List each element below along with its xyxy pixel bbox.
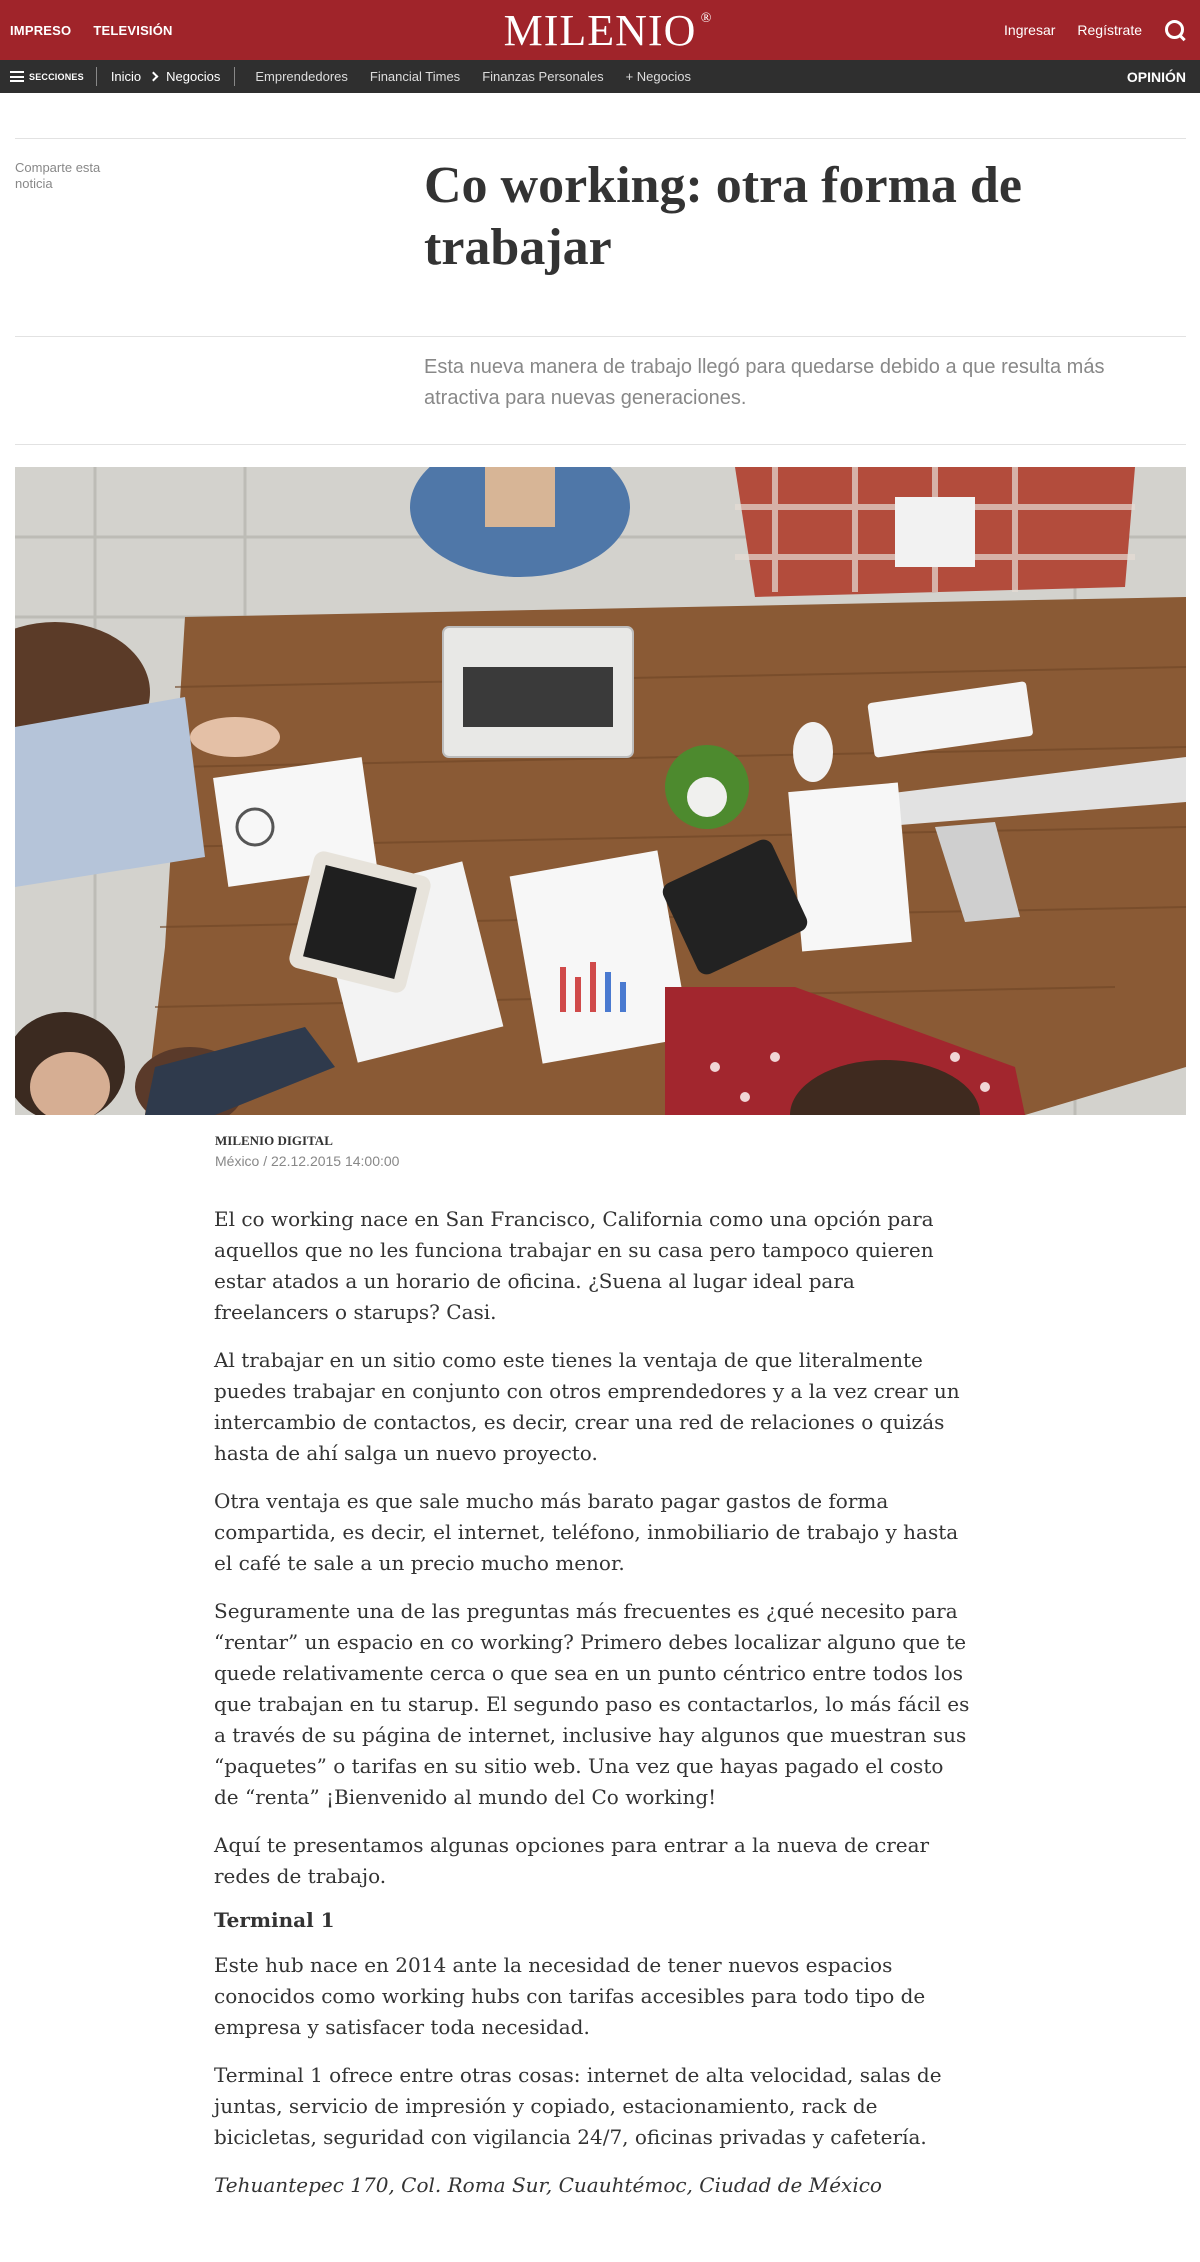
paragraph: Al trabajar en un sitio como este tienes la ventaja de que literalmente puedes trabajar en conjunto con otros emprendedores y a la vez crear un intercambio de contactos, es decir, crear una red de relaciones o quizás hasta de ahí salga un nuevo proyecto. [214,1348,960,1465]
top-right-links [1004,0,1186,60]
hero-image [15,467,1186,1115]
nav-link-emprendedores[interactable]: Emprendedores [255,69,348,84]
subsection-links [235,69,691,84]
paragraph: Otra ventaja es que sale mucho más barato pagar gastos de forma compartida, es decir, el internet, teléfono, inmobiliario de trabajo y hasta el café te sale a un precio mucho menor. [214,1489,959,1575]
sections-label: SECCIONES [29,71,84,82]
television-link[interactable]: TELEVISIÓN [93,22,173,38]
divider-top [15,138,1186,139]
article-summary: Esta nueva manera de trabajo llegó para quedarse debido a que resulta más atractiva para nuevas generaciones. [424,356,1105,409]
chevron-right-icon [149,72,159,82]
register-link[interactable]: Regístrate [1077,22,1142,38]
impreso-link[interactable]: IMPRESO [10,22,72,38]
byline [215,1133,399,1169]
login-link[interactable]: Ingresar [1004,22,1056,38]
share-label[interactable]: Comparte esta noticia [15,160,101,191]
opinion-link[interactable]: OPINIÓN [1126,68,1186,85]
address: Tehuantepec 170, Col. Roma Sur, Cuauhtémoc, Ciudad de México [214,2173,882,2197]
nav-link-finanzas-personales[interactable]: Finanzas Personales [482,69,604,84]
section-nav [0,60,1200,93]
dateline: México / 22.12.2015 14:00:00 [215,1153,400,1169]
top-left-links [10,0,173,60]
breadcrumb [97,67,236,86]
article-body [214,1204,974,2218]
nav-link-financial-times[interactable]: Financial Times [369,69,461,84]
paragraph: Seguramente una de las preguntas más frecuentes es ¿qué necesito para “rentar” un espacio en co working? Primero debes localizar alguno que te quede relativamente cerca o que sea en un punto céntrico entre todos los que trabajan en tu starup. El segundo paso es contactarlos, lo más fácil es a través de su página de internet, inclusive hay algunos que muestran sus “paquetes” o tarifas en su sitio web. Una vez que hayas pagado el costo de “renta” ¡Bienvenido al mundo del Co working! [214,1599,970,1809]
search-icon[interactable] [1164,19,1186,41]
divider-mid [15,336,1186,337]
divider-bottom [15,444,1186,445]
author-name[interactable]: MILENIO DIGITAL [215,1133,333,1148]
top-bar [0,0,1200,60]
registered-mark: ® [700,10,713,26]
paragraph: Aquí te presentamos algunas opciones para entrar a la nueva de crear redes de trabajo. [214,1833,930,1888]
breadcrumb-inicio[interactable]: Inicio [110,69,142,84]
paragraph: El co working nace en San Francisco, California como una opción para aquellos que no les funciona trabajar en su casa pero tampoco quieren estar atados a un horario de oficina. ¿Suena al lugar ideal para freelancers o starups? Casi. [214,1207,934,1324]
paragraph: Este hub nace en 2014 ante la necesidad de tener nuevos espacios conocidos como working hubs con tarifas accesibles para todo tipo de empresa y satisfacer toda necesidad. [214,1953,926,2039]
milenio-logo[interactable] [503,5,713,56]
article-title: Co working: otra forma de trabajar [424,157,1022,276]
hamburger-icon [10,71,24,82]
sections-menu-button[interactable] [0,67,97,86]
subheading-terminal-1: Terminal 1 [214,1908,335,1932]
nav-link-more-negocios[interactable]: + Negocios [625,69,691,84]
logo-text: MILENIO [503,5,697,55]
paragraph: Terminal 1 ofrece entre otras cosas: internet de alta velocidad, salas de juntas, servicio de impresión y copiado, estacionamiento, rack de bicicletas, seguridad con vigilancia 24/7, oficinas privadas y cafetería. [214,2063,942,2149]
breadcrumb-negocios[interactable]: Negocios [166,69,221,84]
